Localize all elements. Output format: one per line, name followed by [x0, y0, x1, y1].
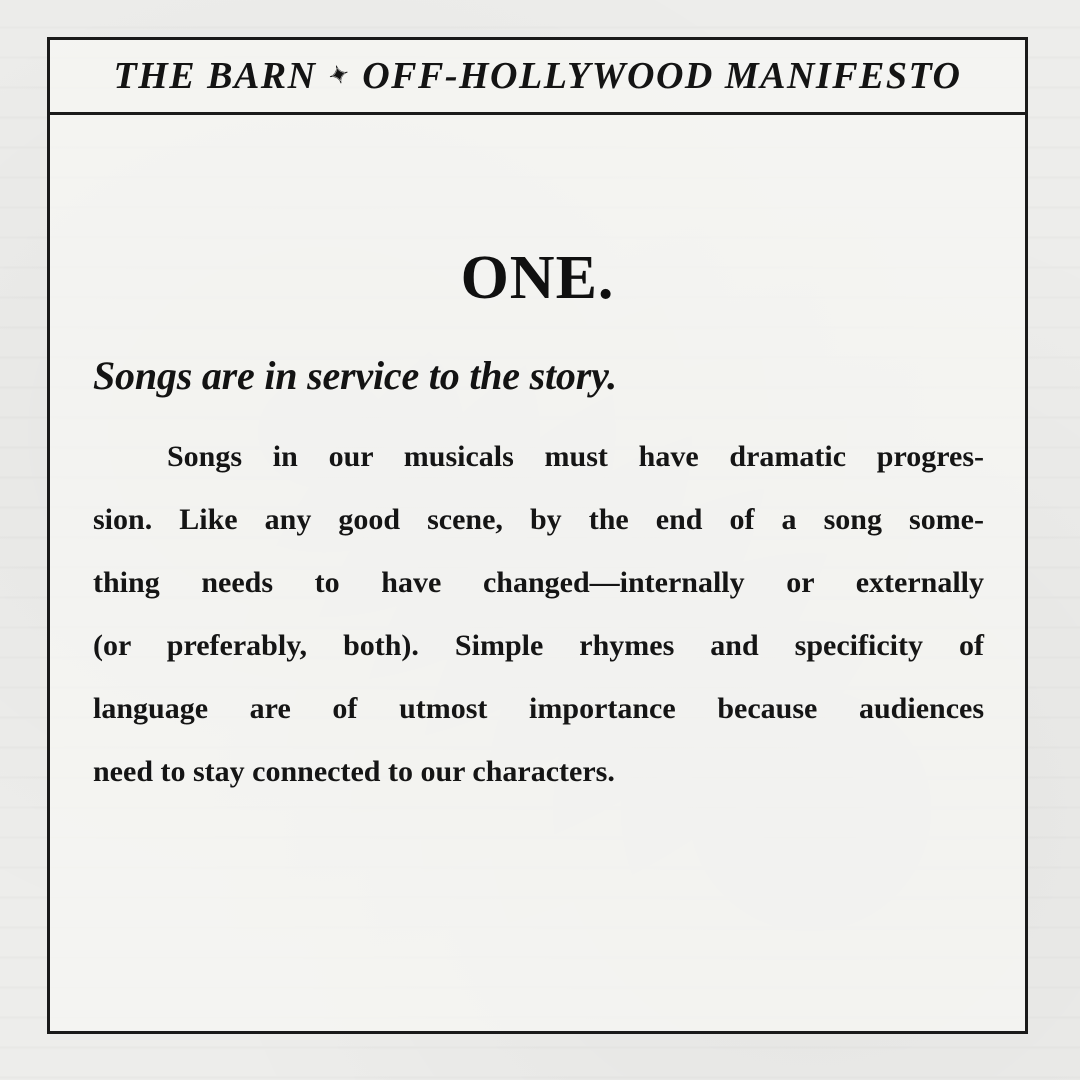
body-line: Songs in our musicals must have dramatic progres-	[167, 440, 984, 473]
body-line: (or preferably, both). Simple rhymes and specificity of	[93, 629, 984, 662]
body-line: need to stay connected to our characters.	[93, 755, 615, 788]
body-line: sion. Like any good scene, by the end of a song some-	[93, 503, 984, 536]
manifesto-card	[47, 37, 1028, 1034]
header-bar	[50, 40, 1025, 115]
header-title	[113, 54, 961, 98]
section-numeral: ONE.	[460, 244, 615, 312]
body-line: thing needs to have changed—internally or externally	[93, 566, 984, 599]
bird-icon: ✦	[325, 60, 354, 91]
header-title-right: OFF-HOLLYWOOD MANIFESTO	[362, 55, 962, 97]
body-line: language are of utmost importance because audiences	[93, 692, 984, 725]
principle-heading: Songs are in service to the story.	[93, 353, 617, 398]
body-paragraph	[93, 425, 984, 803]
header-title-left: THE BARN	[113, 55, 317, 97]
